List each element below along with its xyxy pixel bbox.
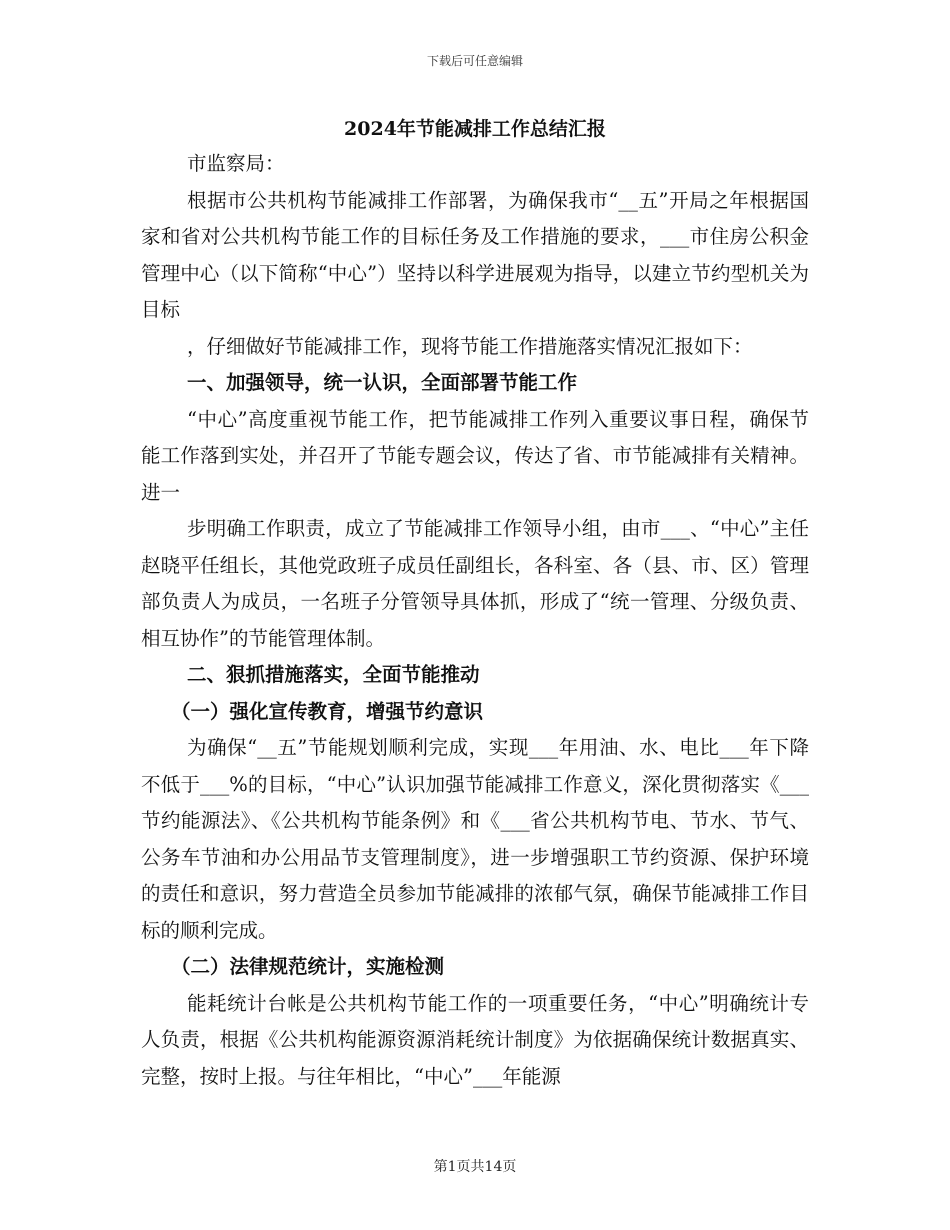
page-number-footer: 第1页共14页 bbox=[433, 1159, 517, 1175]
page-header-note: 下载后可任意编辑 bbox=[426, 54, 523, 68]
section1-paragraph-1: “中心”高度重视节能工作，把节能减排工作列入重要议事日程，确保节能工作落到实处，并召开了节能专题会议，传达了省、市节能减排有关精神。进一 bbox=[141, 407, 809, 504]
section-heading-1: 一、加强领导，统一认识，全面部署节能工作 bbox=[187, 371, 578, 394]
intro-continuation: ，仔细做好节能减排工作，现将节能工作措施落实情况汇报如下： bbox=[187, 334, 753, 358]
document-body bbox=[141, 146, 809, 1095]
document-title: 2024年节能减排工作总结汇报 bbox=[344, 118, 606, 140]
subsection2-paragraph: 能耗统计台帐是公共机构节能工作的一项重要任务，“中心”明确统计专人负责，根据《公共机构能源资源消耗统计制度》为依据确保统计数据真实、完整，按时上报。与往年相比，“中心”___年能源 bbox=[141, 991, 809, 1088]
subsection-heading-1: （一）强化宣传教育，增强节约意识 bbox=[171, 699, 484, 723]
addressee: 市监察局： bbox=[187, 152, 285, 175]
intro-paragraph: 根据市公共机构节能减排工作部署，为确保我市“__五”开局之年根据国家和省对公共机构节能工作的目标任务及工作措施的要求，___市住房公积金管理中心（以下简称“中心”）坚持以科学进展观为指导，以建立节约型机关为目标 bbox=[141, 188, 809, 321]
subsection1-paragraph: 为确保“__五”节能规划顺利完成，实现___年用油、水、电比___年下降不低于___%的目标，“中心”认识加强节能减排工作意义，深化贯彻落实《___节约能源法》、《公共机构节能条例》和《___省公共机构节电、节水、节气、公务车节油和办公用品节支管理制度》，进一步增强职工节约资源、保护环境的责任和意识，努力营造全员参加节能减排的浓郁气氛，确保节能减排工作目标的顺利完成。 bbox=[141, 736, 809, 942]
section-heading-2: 二、狠抓措施落实，全面节能推动 bbox=[187, 663, 480, 686]
section1-paragraph-2: 步明确工作职责，成立了节能减排工作领导小组，由市___、“中心”主任赵晓平任组长，其他党政班子成员任副组长，各科室、各（县、市、区）管理部负责人为成员，一名班子分管领导具体抓，形成了“统一管理、分级负责、相互协作”的节能管理体制。 bbox=[141, 517, 809, 650]
subsection-heading-2: （二）法律规范统计，实施检测 bbox=[171, 955, 445, 978]
